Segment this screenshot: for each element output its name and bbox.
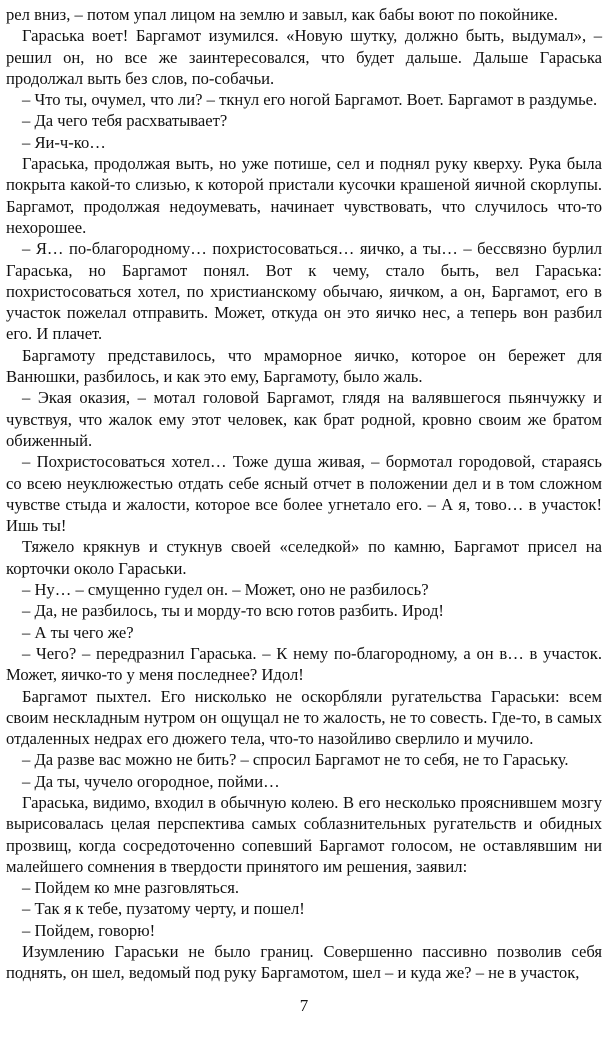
paragraph: Гараська, продолжая выть, но уже потише, сел и поднял руку кверху. Рука была покрыта какой-то слизью, к которой пристали кусочки крашеной яичной скорлупы. Баргамот, продолжая недоумевать, начинает чувствовать, что случилось что-то нехорошее. [6,154,602,237]
paragraph: – Да ты, чучело огородное, пойми… [22,771,280,791]
paragraph: – Яи-ч-ко… [22,132,106,152]
paragraph: – Да чего тебя расхватывает? [22,111,228,131]
paragraph: Баргамоту представилось, что мраморное яичко, которое он бережет для Ванюшки, разбилось, и как это ему, Баргамоту, было жаль. [6,345,602,387]
paragraph: – Ну… – смущенно гудел он. – Может, оно не разбилось? [22,580,429,600]
paragraph: рел вниз, – потом упал лицом на землю и завыл, как бабы воют по покойнике. [6,5,558,24]
paragraph: – Пойдем, говорю! [22,920,156,940]
page-text [6,4,602,984]
paragraph: – Экая оказия, – мотал головой Баргамот, глядя на валявшегося пьянчужку и чувствуя, что жалок ему этот человек, как брат родной, кровно своим же братом обиженный. [6,388,602,450]
paragraph: Баргамот пыхтел. Его нисколько не оскорбляли ругательства Гараськи: всем своим нескладным нутром он ощущал не то жалость, не то совесть. Где-то, в самых отдаленных недрах его дюжего тела, что-то назойливо сверлило и мучило. [6,686,602,749]
paragraph: – Пойдем ко мне разговляться. [22,878,240,898]
page-number: 7 [299,996,309,1015]
paragraph: – А ты чего же? [22,622,134,642]
paragraph: – Чего? – передразнил Гараська. – К нему по-благородному, а он в… в участок. Может, яичко-то у меня последнее? Идол! [6,643,602,685]
paragraph: – Что ты, очумел, что ли? – ткнул его ногой Баргамот. Воет. Баргамот в раздумье. [22,90,598,110]
paragraph: – Похристосоваться хотел… Тоже душа живая, – бормотал городовой, стараясь со всею неуклюжестью отдать себе ясный отчет в положении дел и в том сложном чувстве стыда и жалости, которое все более угнетало его. – А я, тово… в участок! Ишь ты! [6,452,602,536]
paragraph: Гараська, видимо, входил в обычную колею. В его несколько прояснившем мозгу вырисовалась целая перспектива самых соблазнительных ругательств и обидных прозвищ, когда сосредоточенно сопевший Баргамот голосом, не оставлявшим ни малейшего сомнения в твердости принятого им решения, заявил: [6,792,602,876]
paragraph: – Да разве вас можно не бить? – спросил Баргамот не то себя, не то Гараську. [22,750,569,770]
paragraph: Изумлению Гараськи не было границ. Совершенно пассивно позволив себя поднять, он шел, ведомый под руку Баргамотом, шел – и куда же? – не в участок, [6,942,602,983]
paragraph: Тяжело крякнув и стукнув своей «селедкой» по камню, Баргамот присел на корточки около Гараськи. [6,537,602,578]
paragraph: – Да, не разбилось, ты и морду-то всю готов разбить. Ирод! [22,601,444,621]
paragraph: – Я… по-благородному… похристосоваться… яичко, а ты… – бессвязно бурлил Гараська, но Баргамот понял. Вот к чему, стало быть, вел Гараська: похристосоваться хотел, по христианскому обычаю, яичком, а он, Баргамот, его в участок пожелал отправить. Может, откуда он это яичко нес, а теперь вон разбил его. И плачет. [6,239,602,344]
paragraph: Гараська воет! Баргамот изумился. «Новую шутку, должно быть, выдумал», – решил он, но все же заинтересовался, что будет дальше. Дальше Гараська продолжал выть без слов, по-собачьи. [6,26,602,88]
paragraph: – Так я к тебе, пузатому черту, и пошел! [22,899,305,919]
